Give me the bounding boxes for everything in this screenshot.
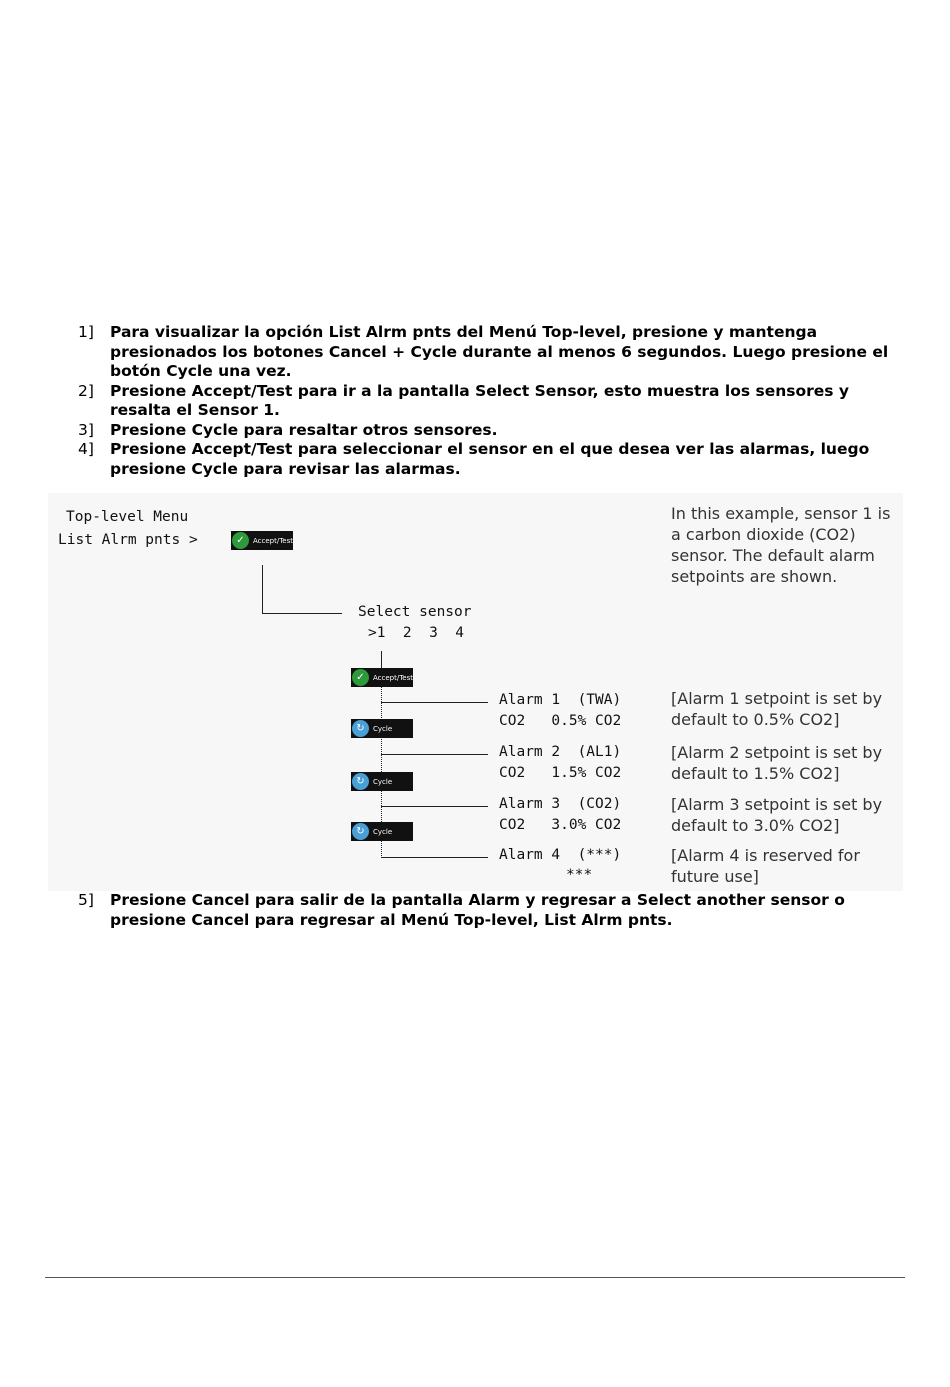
cycle-button [351,719,413,738]
step-4 [78,440,908,479]
alarm-2-line1: Alarm 2 (AL1) [499,744,622,760]
step-text: Presione Accept/Test para seleccionar el sensor en el que desea ver las alarmas, luego presione Cycle para revisar las alarmas. [110,440,870,478]
connector-line [381,857,488,858]
menu-title: Top-level Menu [66,509,189,525]
accept-test-button [351,668,413,687]
alarm-1-line1: Alarm 1 (TWA) [499,692,622,708]
alarm-4-line1: Alarm 4 (***) [499,847,622,863]
step-number: 2] [78,381,94,400]
connector-line [262,565,263,614]
step-number: 1] [78,323,94,341]
step-number: 5] [78,891,94,909]
step-1 [78,323,908,382]
instruction-list-bottom [78,891,908,930]
step-2 [78,382,908,421]
connector-line [381,651,382,669]
connector-line [381,702,488,703]
alarm-3-line2: CO2 3.0% CO2 [499,817,622,833]
step-5 [78,891,908,930]
sensor-options: >1 2 3 4 [368,625,465,641]
alarm-1-note: [Alarm 1 setpoint is set by default to 0.5% CO2] [671,689,883,729]
cycle-button [351,822,413,841]
step-number: 4] [78,440,94,458]
alarm-3-note: [Alarm 3 setpoint is set by default to 3.0% CO2] [671,795,883,835]
refresh-icon: ↻ [352,720,369,737]
step-text: Presione Accept/Test para ir a la pantalla Select Sensor, esto muestra los sensores y resalta el Sensor 1. [110,381,849,419]
connector-line [262,613,342,614]
cycle-button [351,772,413,791]
alarm-2-note: [Alarm 2 setpoint is set by default to 1.5% CO2] [671,743,883,783]
step-text: Para visualizar la opción List Alrm pnts del Menú Top-level, presione y mantenga presionados los botones Cancel + Cycle durante al menos 6 segundos. Luego presione el botón Cycle una vez. [110,323,889,380]
button-label: Cycle [373,724,393,733]
button-label: Accept/Test [372,673,413,682]
connector-line [381,754,488,755]
accept-test-button [231,531,293,550]
step-number: 3] [78,420,94,439]
footer-divider [45,1277,905,1278]
alarm-navigation-figure [48,493,903,891]
step-text: Presione Cycle para resaltar otros sensores. [110,420,498,439]
button-label: Cycle [373,777,393,786]
alarm-1-line2: CO2 0.5% CO2 [499,713,622,729]
check-icon: ✓ [352,669,369,686]
step-3 [78,421,908,441]
refresh-icon: ↻ [352,773,369,790]
alarm-2-line2: CO2 1.5% CO2 [499,765,622,781]
check-icon: ✓ [232,532,249,549]
step-text: Presione Cancel para salir de la pantalla Alarm y regresar a Select another sensor o presione Cancel para regresar al Menú Top-level, List Alrm pnts. [110,891,845,929]
menu-item: List Alrm pnts > [58,532,198,548]
alarm-4-line2: *** [566,867,593,883]
button-label: Cycle [373,827,393,836]
select-sensor-title: Select sensor [358,604,472,620]
instruction-list-top [78,323,908,479]
button-label: Accept/Test [252,536,293,545]
connector-line [381,806,488,807]
alarm-4-note: [Alarm 4 is reserved for future use] [671,846,860,886]
refresh-icon: ↻ [352,823,369,840]
alarm-3-line1: Alarm 3 (CO2) [499,796,622,812]
example-note: In this example, sensor 1 is a carbon dioxide (CO2) sensor. The default alarm setpoints are shown. [671,504,891,586]
